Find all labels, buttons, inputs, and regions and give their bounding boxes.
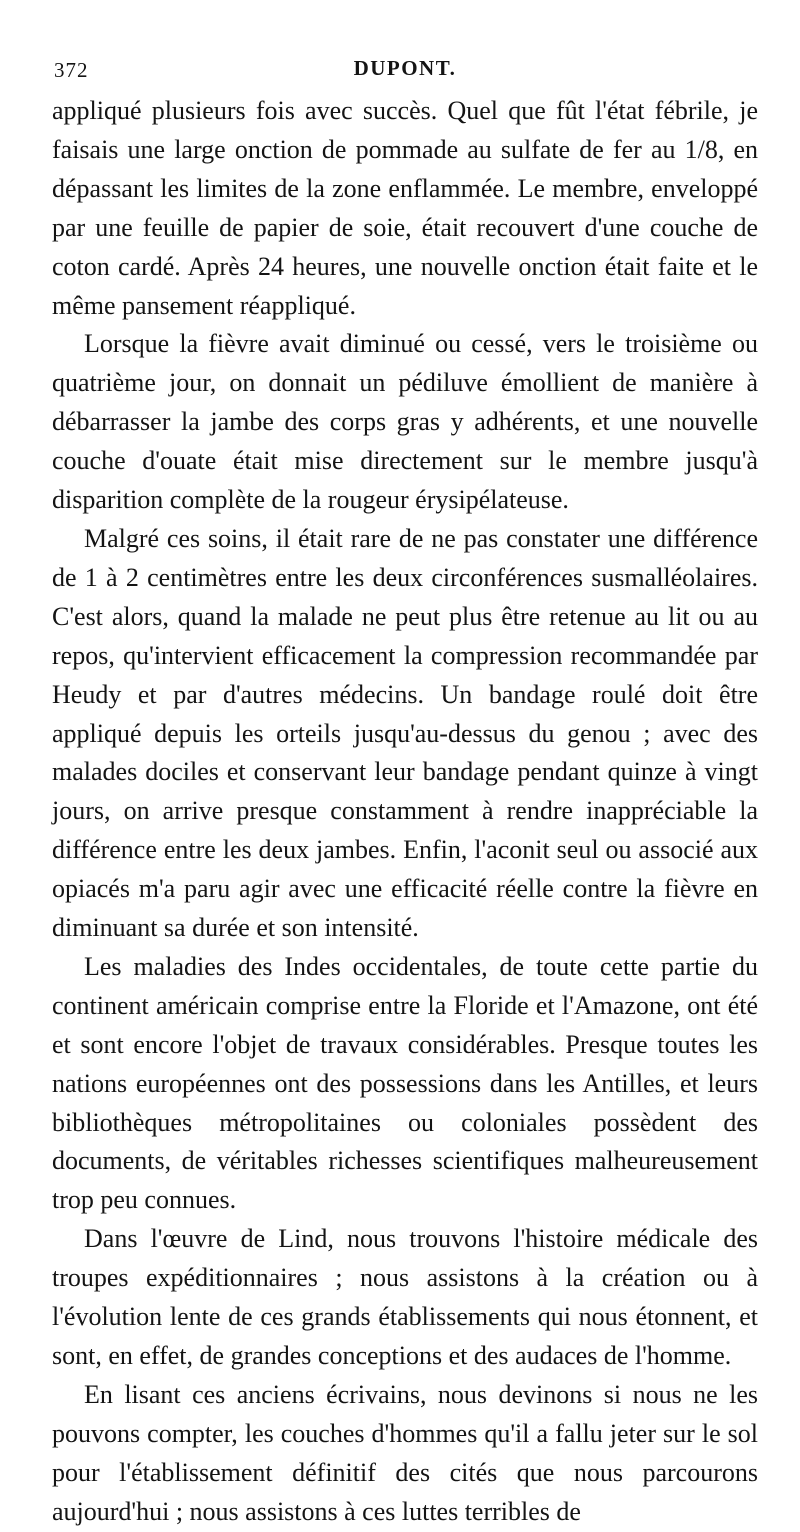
paragraph: Les maladies des Indes occidentales, de toute cette partie du continent américain comprise entre la Floride et l'Amazone, ont été et sont encore l'objet de travaux considérables. Presque toutes les nations européennes ont des possessions dans les Antilles, et leurs bibliothèques métropolitaines ou coloniales possèdent des documents, de véritables richesses scientifiques malheureusement trop peu connues. bbox=[52, 951, 758, 1215]
page-number: 372 bbox=[54, 58, 89, 82]
paragraph: En lisant ces anciens écrivains, nous devinons si nous ne les pouvons compter, les couches d'hommes qu'il a fallu jeter sur le sol pour l'établissement définitif des cités que nous parcourons aujourd'hui ; nous assistons à ces luttes terribles de bbox=[52, 1379, 758, 1526]
paragraph: Lorsque la fièvre avait diminué ou cessé, vers le troisième ou quatrième jour, on donnait un pédiluve émollient de manière à débarrasser la jambe des corps gras y adhérents, et une nouvelle couche d'ouate était mise directement sur le membre jusqu'à disparition complète de la rougeur érysipélateuse. bbox=[52, 329, 758, 515]
paragraph-continued: appliqué plusieurs fois avec succès. Quel que fût l'état fébrile, je faisais une large onction de pommade au sulfate de fer au 1/8, en dépassant les limites de la zone enflammée. Le membre, enveloppé par une feuille de papier de soie, était recouvert d'une couche de coton cardé. Après 24 heures, une nouvelle onction était faite et le même pansement réappliqué. bbox=[52, 96, 758, 320]
book-page bbox=[52, 56, 758, 1532]
body-text bbox=[52, 92, 758, 1532]
running-header bbox=[52, 56, 758, 86]
running-title: DUPONT. bbox=[353, 56, 457, 80]
paragraph: Malgré ces soins, il était rare de ne pas constater une différence de 1 à 2 centimètres entre les deux circonférences susmalléolaires. C'est alors, quand la malade ne peut plus être retenue au lit ou au repos, qu'intervient efficacement la compression recommandée par Heudy et par d'autres médecins. Un bandage roulé doit être appliqué depuis les orteils jusqu'au-dessus du genou ; avec des malades dociles et conservant leur bandage pendant quinze à vingt jours, on arrive presque constamment à rendre inappréciable la différence entre les deux jambes. Enfin, l'aconit seul ou associé aux opiacés m'a paru agir avec une efficacité réelle contre la fièvre en diminuant sa durée et son intensité. bbox=[52, 523, 758, 943]
paragraph: Dans l'œuvre de Lind, nous trouvons l'histoire médicale des troupes expéditionnaires ; nous assistons à la création ou à l'évolution lente de ces grands établissements qui nous étonnent, et sont, en effet, de grandes conceptions et des audaces de l'homme. bbox=[52, 1224, 758, 1370]
